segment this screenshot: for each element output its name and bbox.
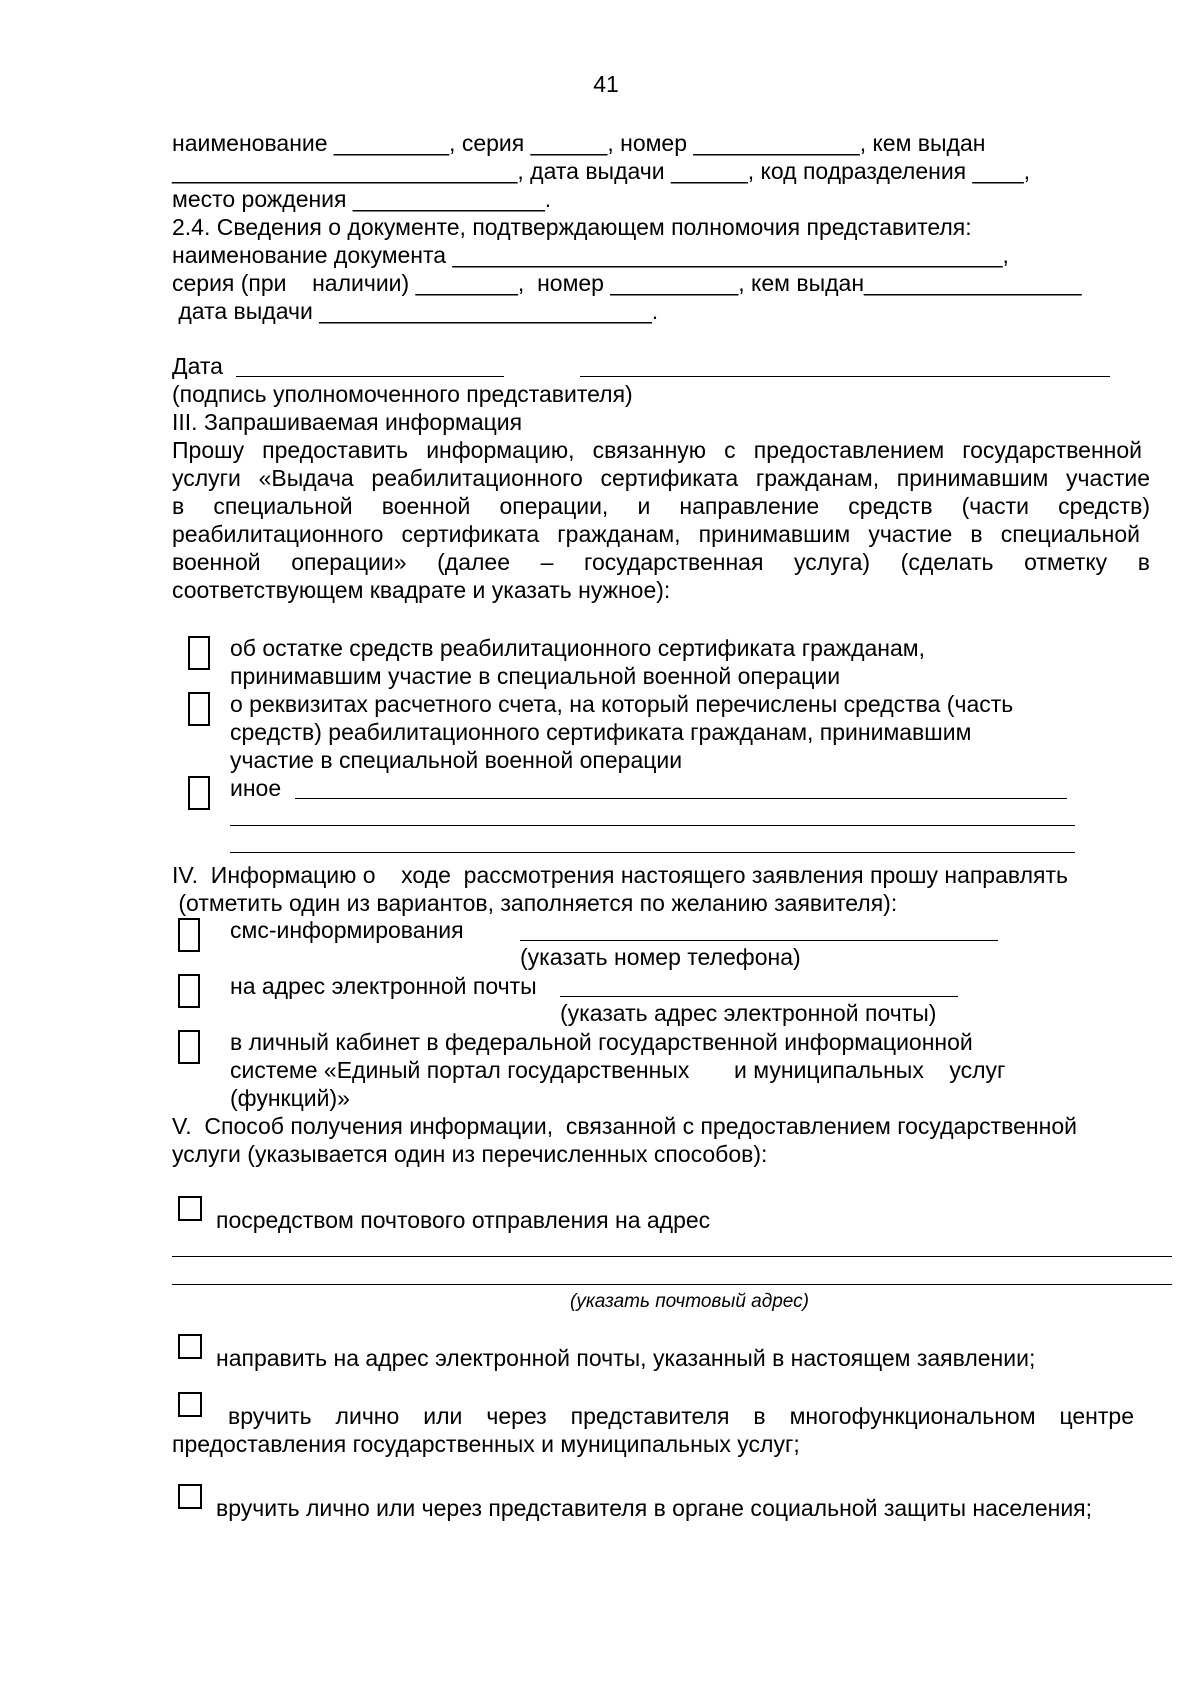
paragraph-line: услуги «Выдача реабилитационного сертификата гражданам, принимавшим участие [172,465,1150,491]
option-other-label: иное [230,775,282,801]
signature-field-line[interactable] [580,376,1110,377]
section-4-heading-2: (отметить один из вариантов, заполняется по желанию заявителя): [172,890,898,916]
mfc-line-1: вручить лично или через представителя в многофункциональном центре [228,1403,1134,1429]
checkbox-email-response[interactable] [178,1334,202,1359]
doc-line-6: серия (при наличии) ________, номер __________, кем выдан_________________ [172,270,1082,296]
email-input-line[interactable] [560,996,958,997]
email-response-label: направить на адрес электронной почты, указанный в настоящем заявлении; [216,1345,1036,1371]
personal-account-2: системе «Единый портал государственных и муниципальных услуг [230,1057,1006,1083]
checkbox-personal-account[interactable] [178,1030,200,1064]
email-hint: (указать адрес электронной почты) [560,1000,937,1026]
mfc-line-2: предоставления государственных и муниципальных услуг; [172,1431,800,1457]
email-label: на адрес электронной почты [230,973,537,999]
postal-address-line-2[interactable] [172,1284,1172,1285]
postal-address-line-1[interactable] [172,1256,1172,1257]
section-5-heading-1: V. Способ получения информации, связанной с предоставлением государственной [172,1113,1077,1139]
section-3-heading: III. Запрашиваемая информация [172,409,523,435]
section-4-heading-1: IV. Информацию о ходе рассмотрения настоящего заявления прошу направлять [172,862,1068,888]
checkbox-remaining-funds[interactable] [188,636,210,670]
doc-line-7: дата выдачи __________________________. [172,298,659,324]
other-input-line-1[interactable] [295,798,1067,799]
phone-input-line[interactable] [520,940,998,941]
checkbox-other[interactable] [188,776,210,810]
checkbox-email[interactable] [178,974,200,1008]
social-protection-label: вручить лично или через представителя в органе социальной защиты населения; [216,1495,1093,1521]
paragraph-line: военной операции» (далее – государственная услуга) (сделать отметку в [172,549,1150,575]
option-remaining-funds-2: принимавшим участие в специальной военной операции [230,663,841,689]
paragraph-line: в специальной военной операции, и направление средств (части средств) [172,493,1150,519]
paragraph-line: реабилитационного сертификата гражданам, принимавшим участие в специальной [172,521,1140,547]
postal-address-hint: (указать почтовый адрес) [570,1291,809,1312]
personal-account-1: в личный кабинет в федеральной государственной информационной [230,1029,973,1055]
postal-label: посредством почтового отправления на адрес [216,1207,711,1233]
option-account-details-2: средств) реабилитационного сертификата гражданам, принимавшим [230,719,972,745]
sms-label: смс-информирования [230,917,464,943]
date-label: Дата [172,353,223,379]
doc-line-3: место рождения _______________. [172,186,552,212]
doc-line-1: наименование _________, серия ______, номер _____________, кем выдан [172,130,986,156]
option-account-details-1: о реквизитах расчетного счета, на который перечислены средства (часть [230,691,1014,717]
checkbox-mfc[interactable] [178,1392,202,1417]
other-input-line-3[interactable] [230,852,1075,853]
doc-line-2: ___________________________, дата выдачи ______, код подразделения ____, [172,158,1031,184]
checkbox-sms[interactable] [178,918,200,952]
paragraph-line: соответствующем квадрате и указать нужное): [172,577,671,603]
signature-caption: (подпись уполномоченного представителя) [172,381,633,407]
page-number: 41 [593,71,619,97]
section-5-heading-2: услуги (указывается один из перечисленных способов): [172,1141,768,1167]
checkbox-postal[interactable] [178,1196,202,1221]
personal-account-3: (функций)» [230,1085,350,1111]
paragraph-line: Прошу предоставить информацию, связанную с предоставлением государственной [172,437,1142,463]
checkbox-account-details[interactable] [188,692,210,726]
doc-line-5: наименование документа ___________________________________________, [172,242,1009,268]
date-field-line[interactable] [236,376,504,377]
section-2-4-heading: 2.4. Сведения о документе, подтверждающем полномочия представителя: [172,214,972,240]
option-remaining-funds-1: об остатке средств реабилитационного сертификата гражданам, [230,635,925,661]
option-account-details-3: участие в специальной военной операции [230,747,683,773]
other-input-line-2[interactable] [230,825,1075,826]
checkbox-social-protection[interactable] [178,1484,202,1509]
phone-hint: (указать номер телефона) [520,944,801,970]
